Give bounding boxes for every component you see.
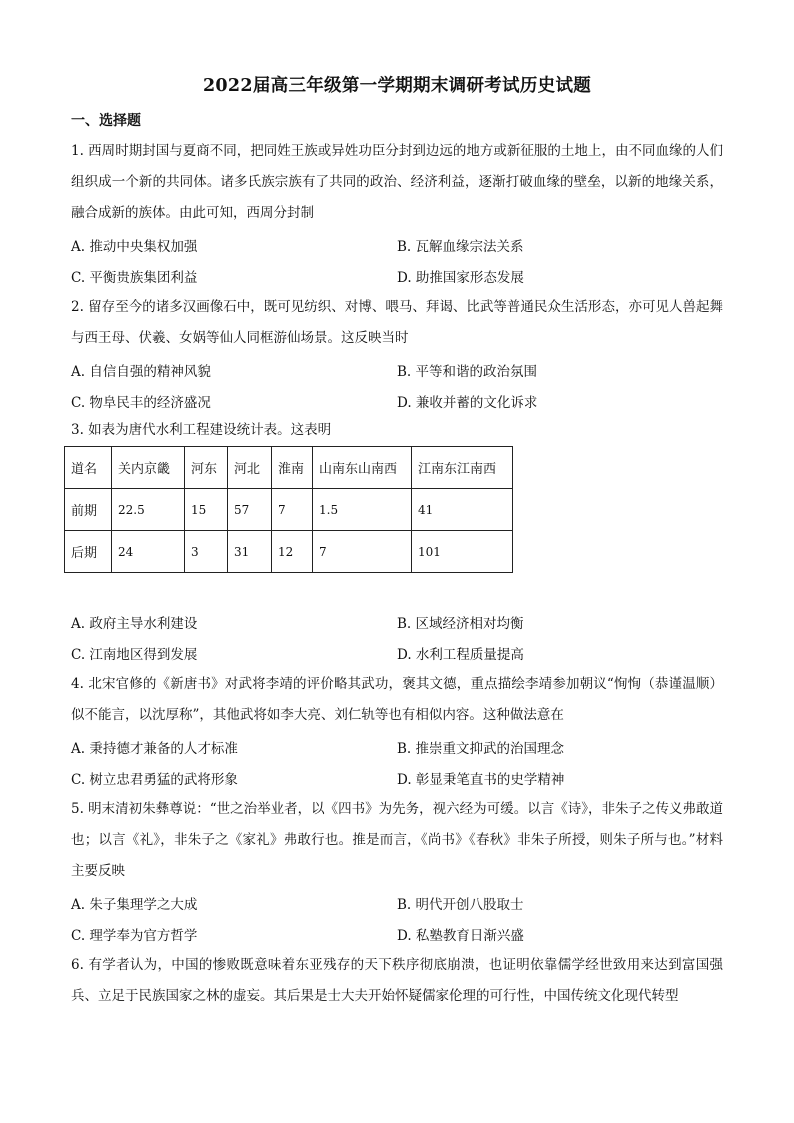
- question-5-stem: 5. 明末清初朱彝尊说：“世之治举业者，以《四书》为先务，视六经为可缓。以言《诗》，非朱子之传义弗敢道也；以言《礼》，非朱子之《家礼》弗敢行也。推是而言，《尚书》《春秋》非朱子所授，则朱子所与也。”材料主要反映: [71, 801, 723, 879]
- table-cell: 7: [313, 531, 412, 573]
- table-row: [65, 531, 513, 573]
- table-cell: 31: [228, 531, 272, 573]
- question-4-option-b: B. 推崇重文抑武的治国理念: [397, 741, 565, 757]
- question-5-option-a: A. 朱子集理学之大成: [71, 897, 198, 913]
- question-5-option-d: D. 私塾教育日渐兴盛: [397, 928, 524, 944]
- table-header-cell: 河东: [185, 447, 228, 489]
- question-4-stem: 4. 北宋官修的《新唐书》对武将李靖的评价略其武功，褒其文德，重点描绘李靖参加朝议“恂恂（恭谨温顺）似不能言，以沈厚称”，其他武将如李大亮、刘仁轨等也有相似内容。这种做法意在: [71, 676, 723, 723]
- question-2-option-d: D. 兼收并蓄的文化诉求: [397, 395, 538, 411]
- page-title: 2022届高三年级第一学期期末调研考试历史试题: [202, 76, 592, 96]
- question-5-option-c: C. 理学奉为官方哲学: [71, 928, 198, 944]
- water-conservancy-table: [64, 446, 513, 573]
- question-2-option-b: B. 平等和谐的政治氛围: [397, 364, 538, 380]
- question-4-option-d: D. 彰显秉笔直书的史学精神: [397, 772, 565, 788]
- table-header-cell: 山南东山南西: [313, 447, 412, 489]
- question-3-option-c: C. 江南地区得到发展: [71, 647, 198, 663]
- question-3-option-a: A. 政府主导水利建设: [71, 616, 198, 632]
- table-header-cell: 道名: [65, 447, 112, 489]
- table-header-cell: 关内京畿: [112, 447, 185, 489]
- table-cell: 15: [185, 489, 228, 531]
- question-1-option-c: C. 平衡贵族集团利益: [71, 270, 198, 286]
- question-5-option-b: B. 明代开创八股取士: [397, 897, 524, 913]
- question-3-option-d: D. 水利工程质量提高: [397, 647, 524, 663]
- question-2-stem: 2. 留存至今的诸多汉画像石中，既可见纺织、对博、喂马、拜谒、比武等普通民众生活形态，亦可见人兽起舞与西王母、伏羲、女娲等仙人同框游仙场景。这反映当时: [71, 299, 723, 346]
- question-3-option-b: B. 区域经济相对均衡: [397, 616, 524, 632]
- table-row: [65, 489, 513, 531]
- table-cell: 1.5: [313, 489, 412, 531]
- table-cell: 57: [228, 489, 272, 531]
- question-1-option-d: D. 助推国家形态发展: [397, 270, 524, 286]
- question-6-stem: 6. 有学者认为，中国的惨败既意味着东亚残存的天下秩序彻底崩溃，也证明依靠儒学经世致用来达到富国强兵、立足于民族国家之林的虚妄。其后果是士大夫开始怀疑儒家伦理的可行性，中国传统文化现代转型: [71, 957, 723, 1004]
- table-header-cell: 江南东江南西: [412, 447, 513, 489]
- table-header-row: [65, 447, 513, 489]
- question-2-option-a: A. 自信自强的精神风貌: [71, 364, 211, 380]
- table-header-cell: 河北: [228, 447, 272, 489]
- table-cell: 22.5: [112, 489, 185, 531]
- table-cell: 101: [412, 531, 513, 573]
- table-cell: 12: [272, 531, 313, 573]
- table-cell: 7: [272, 489, 313, 531]
- table-cell: 41: [412, 489, 513, 531]
- question-4-option-c: C. 树立忠君勇猛的武将形象: [71, 772, 238, 788]
- question-1-option-b: B. 瓦解血缘宗法关系: [397, 239, 524, 255]
- question-2-option-c: C. 物阜民丰的经济盛况: [71, 395, 211, 411]
- table-cell: 前期: [65, 489, 112, 531]
- table-cell: 后期: [65, 531, 112, 573]
- question-3-stem: 3. 如表为唐代水利工程建设统计表。这表明: [71, 422, 332, 438]
- question-1-stem: 1. 西周时期封国与夏商不同，把同姓王族或异姓功臣分封到边远的地方或新征服的土地上，由不同血缘的人们组织成一个新的共同体。诸多氏族宗族有了共同的政治、经济利益，逐渐打破血缘的壁垒，以新的地缘关系，融合成新的族体。由此可知，西周分封制: [71, 143, 723, 221]
- table-cell: 3: [185, 531, 228, 573]
- table-cell: 24: [112, 531, 185, 573]
- table-header-cell: 淮南: [272, 447, 313, 489]
- section-heading: 一、选择题: [71, 113, 141, 129]
- question-1-option-a: A. 推动中央集权加强: [71, 239, 198, 255]
- question-4-option-a: A. 秉持德才兼备的人才标准: [71, 741, 238, 757]
